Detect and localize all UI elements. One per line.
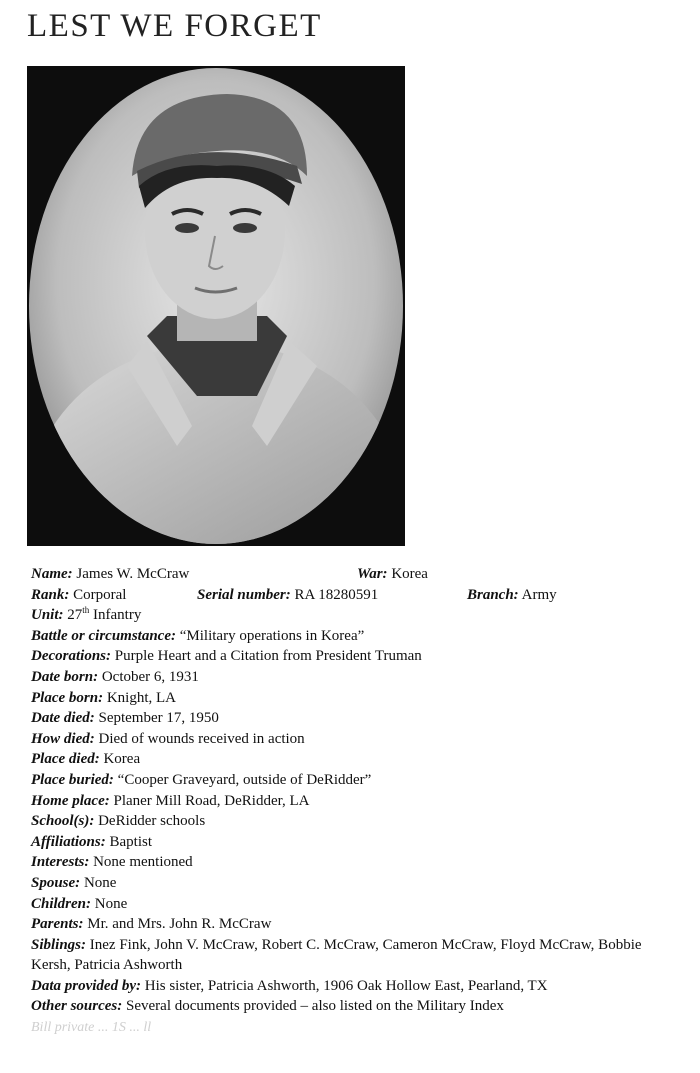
how-died-label: How died:	[31, 730, 95, 747]
place-born-value: Knight, LA	[106, 689, 176, 706]
row-date-born	[31, 667, 681, 688]
affiliations-value: Baptist	[109, 833, 153, 850]
portrait-photo	[27, 66, 405, 546]
row-data-provided	[31, 976, 681, 997]
war-value: Korea	[391, 566, 428, 582]
schools-value: DeRidder schools	[98, 813, 206, 830]
affiliations-label: Affiliations:	[31, 833, 106, 850]
branch-value: Army	[521, 586, 557, 603]
row-place-born	[31, 688, 681, 709]
war-label: War:	[357, 566, 388, 582]
serial-group	[197, 585, 378, 606]
serial-value: RA 18280591	[294, 586, 379, 603]
row-place-buried	[31, 770, 681, 791]
row-parents	[31, 914, 681, 935]
record-fields	[31, 564, 681, 1038]
row-unit	[31, 605, 681, 626]
rank-value: Corporal	[73, 586, 127, 603]
unit-number: 27	[67, 607, 83, 624]
battle-value: “Military operations in Korea”	[179, 627, 365, 644]
interests-label: Interests:	[31, 854, 90, 871]
rank-label: Rank:	[31, 586, 70, 603]
row-name-war	[31, 564, 681, 585]
branch-group	[467, 585, 557, 606]
children-label: Children:	[31, 895, 92, 912]
row-date-died	[31, 708, 681, 729]
serial-label: Serial number:	[197, 586, 291, 603]
war-group	[357, 564, 428, 585]
other-sources-label: Other sources:	[31, 998, 123, 1015]
row-spouse	[31, 873, 681, 894]
row-battle	[31, 626, 681, 647]
how-died-value: Died of wounds received in action	[98, 730, 305, 747]
page-title: LEST WE FORGET	[27, 8, 322, 44]
spouse-label: Spouse:	[31, 874, 81, 891]
row-other-sources	[31, 996, 681, 1017]
row-rank-serial-branch	[31, 585, 681, 606]
row-faded	[31, 1017, 681, 1038]
row-how-died	[31, 729, 681, 750]
unit-label: Unit:	[31, 607, 64, 624]
other-sources-value: Several documents provided – also listed on the Military Index	[126, 998, 504, 1015]
place-born-label: Place born:	[31, 689, 104, 706]
date-died-value: September 17, 1950	[98, 710, 219, 727]
row-interests	[31, 852, 681, 873]
children-value: None	[94, 895, 128, 912]
name-label: Name:	[31, 566, 73, 582]
date-born-value: October 6, 1931	[101, 668, 199, 685]
unit-suffix: th	[82, 605, 90, 616]
row-schools	[31, 811, 681, 832]
parents-label: Parents:	[31, 916, 84, 933]
row-affiliations	[31, 832, 681, 853]
parents-value: Mr. and Mrs. John R. McCraw	[87, 916, 272, 933]
place-died-label: Place died:	[31, 751, 100, 768]
data-provided-value: His sister, Patricia Ashworth, 1906 Oak Hollow East, Pearland, TX	[144, 977, 548, 994]
unit-name: Infantry	[89, 607, 142, 624]
decorations-value: Purple Heart and a Citation from President Truman	[114, 648, 422, 665]
row-place-died	[31, 749, 681, 770]
row-home-place	[31, 791, 681, 812]
place-buried-label: Place buried:	[31, 771, 114, 788]
date-died-label: Date died:	[31, 710, 95, 727]
siblings-value: Inez Fink, John V. McCraw, Robert C. McCraw, Cameron McCraw, Floyd McCraw, Bobbie Kersh, Patricia Ashworth	[31, 936, 642, 974]
row-children	[31, 894, 681, 915]
place-died-value: Korea	[103, 751, 141, 768]
interests-value: None mentioned	[93, 854, 193, 871]
spouse-value: None	[83, 874, 117, 891]
home-place-value: Planer Mill Road, DeRidder, LA	[113, 792, 310, 809]
data-provided-label: Data provided by:	[31, 977, 141, 994]
decorations-label: Decorations:	[31, 648, 111, 665]
name-value: James W. McCraw	[76, 566, 190, 582]
schools-label: School(s):	[31, 813, 95, 830]
row-decorations	[31, 646, 681, 667]
branch-label: Branch:	[467, 586, 519, 603]
faded-text: Bill private ... 1S ... ll	[31, 1020, 152, 1036]
row-siblings	[31, 935, 681, 976]
place-buried-value: “Cooper Graveyard, outside of DeRidder”	[117, 771, 372, 788]
home-place-label: Home place:	[31, 792, 110, 809]
battle-label: Battle or circumstance:	[31, 627, 176, 644]
unit-value	[67, 607, 141, 623]
date-born-label: Date born:	[31, 668, 99, 685]
siblings-label: Siblings:	[31, 936, 87, 953]
